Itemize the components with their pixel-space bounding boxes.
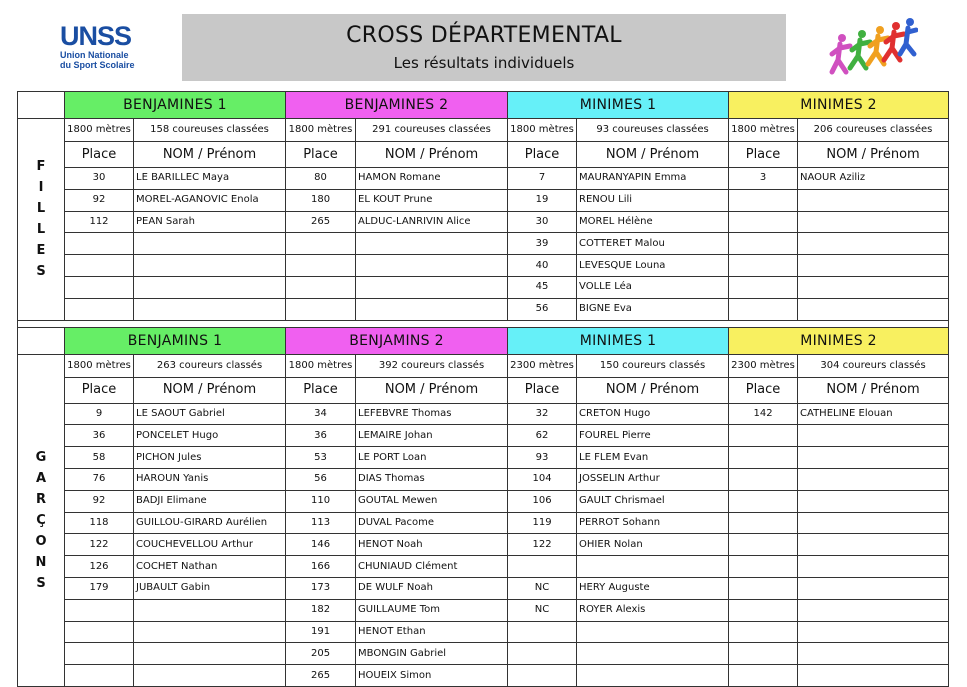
place-cell [65,298,134,320]
place-cell [729,276,798,298]
place-cell [65,643,134,665]
count-cell: 206 coureuses classées [798,119,949,142]
place-cell [729,621,798,643]
count-cell: 263 coureurs classés [134,354,286,377]
athlete-name-cell [798,643,949,665]
place-cell: 9 [65,403,134,425]
name-header: NOM / Prénom [577,377,729,403]
athlete-name-cell [356,255,508,277]
athlete-name-cell: LEVESQUE Louna [577,255,729,277]
place-cell [729,298,798,320]
place-cell: 56 [508,298,577,320]
athlete-name-cell: MOREL Hélène [577,211,729,233]
athlete-name-cell: NAOUR Aziliz [798,168,949,190]
athlete-name-cell: HAMON Romane [356,168,508,190]
place-cell [65,233,134,255]
athlete-name-cell: CRETON Hugo [577,403,729,425]
place-cell [65,621,134,643]
place-cell: 45 [508,276,577,298]
count-cell: 150 coureurs classés [577,354,729,377]
table-row [18,599,949,621]
place-cell: 166 [286,556,356,578]
category-header: MINIMES 2 [729,327,949,354]
logo-line-1: Union Nationale [60,50,129,60]
athlete-name-cell: PICHON Jules [134,447,286,469]
athlete-name-cell: DUVAL Pacome [356,512,508,534]
side-letter: G [35,449,47,465]
category-header: BENJAMINS 1 [65,327,286,354]
side-letter: R [35,491,46,507]
category-header: MINIMES 1 [508,92,729,119]
place-cell: 36 [65,425,134,447]
place-cell: 80 [286,168,356,190]
athlete-name-cell [798,189,949,211]
place-cell [65,255,134,277]
place-cell: 3 [729,168,798,190]
athlete-name-cell [134,643,286,665]
table-row [18,255,949,277]
athlete-name-cell: EL KOUT Prune [356,189,508,211]
athlete-name-cell [134,599,286,621]
place-cell [729,447,798,469]
logo-wordmark: UNSS [60,21,132,51]
place-cell: 179 [65,577,134,599]
category-row [18,327,949,354]
athlete-name-cell: HENOT Noah [356,534,508,556]
place-cell: 104 [508,468,577,490]
athlete-name-cell: COUCHEVELLOU Arthur [134,534,286,556]
place-cell [729,189,798,211]
side-letter: N [35,554,47,570]
place-cell [729,490,798,512]
unss-logo [60,22,150,70]
athlete-name-cell [356,233,508,255]
athlete-name-cell: HOUEIX Simon [356,665,508,687]
category-header: BENJAMINES 1 [65,92,286,119]
place-cell [508,556,577,578]
place-cell [65,276,134,298]
place-cell: 173 [286,577,356,599]
name-header: NOM / Prénom [356,142,508,168]
athlete-name-cell: COTTERET Malou [577,233,729,255]
table-row [18,621,949,643]
side-letter: Ç [36,512,46,528]
place-cell [286,233,356,255]
athlete-name-cell [798,512,949,534]
athlete-name-cell [798,425,949,447]
place-cell: 39 [508,233,577,255]
side-letter: S [36,575,46,591]
place-cell: 7 [508,168,577,190]
place-header: Place [65,142,134,168]
athlete-name-cell: LE SAOUT Gabriel [134,403,286,425]
place-cell [65,599,134,621]
table-row [18,643,949,665]
athlete-name-cell: LEFEBVRE Thomas [356,403,508,425]
info-row [18,354,949,377]
place-header: Place [286,377,356,403]
athlete-name-cell: CATHELINE Elouan [798,403,949,425]
table-row [18,425,949,447]
athlete-name-cell [798,211,949,233]
distance-cell: 1800 mètres [65,119,134,142]
place-cell [729,665,798,687]
count-cell: 158 coureuses classées [134,119,286,142]
athlete-name-cell: PONCELET Hugo [134,425,286,447]
place-cell: 122 [508,534,577,556]
place-cell: NC [508,599,577,621]
table-row [18,189,949,211]
distance-cell: 2300 mètres [729,354,798,377]
place-cell [729,255,798,277]
athlete-name-cell: GUILLOU-GIRARD Aurélien [134,512,286,534]
athlete-name-cell [134,276,286,298]
title-banner [182,14,786,81]
place-cell: 265 [286,665,356,687]
athlete-name-cell: OHIER Nolan [577,534,729,556]
place-cell [729,534,798,556]
athlete-name-cell [798,298,949,320]
athlete-name-cell [798,556,949,578]
section-side-label [18,354,65,686]
runners-logo-icon [828,16,918,82]
place-cell [508,621,577,643]
place-cell: 92 [65,189,134,211]
athlete-name-cell [798,276,949,298]
athlete-name-cell: ALDUC-LANRIVIN Alice [356,211,508,233]
place-cell: 119 [508,512,577,534]
distance-cell: 1800 mètres [65,354,134,377]
athlete-name-cell: DIAS Thomas [356,468,508,490]
place-cell [729,468,798,490]
place-cell [65,665,134,687]
side-letter: S [36,264,46,280]
place-cell: 62 [508,425,577,447]
place-cell: 56 [286,468,356,490]
place-header: Place [65,377,134,403]
distance-cell: 1800 mètres [729,119,798,142]
athlete-name-cell [356,298,508,320]
athlete-name-cell: LE BARILLEC Maya [134,168,286,190]
place-cell: 126 [65,556,134,578]
table-row [18,211,949,233]
athlete-name-cell [134,298,286,320]
athlete-name-cell [798,447,949,469]
athlete-name-cell: JUBAULT Gabin [134,577,286,599]
name-header: NOM / Prénom [356,377,508,403]
athlete-name-cell: HAROUN Yanis [134,468,286,490]
name-header: NOM / Prénom [577,142,729,168]
place-cell: 34 [286,403,356,425]
section-side-label [18,119,65,321]
corner-cell [18,327,65,354]
category-header: BENJAMINES 2 [286,92,508,119]
place-header: Place [729,142,798,168]
distance-cell: 2300 mètres [508,354,577,377]
place-cell: 112 [65,211,134,233]
separator-cell [18,320,949,327]
place-cell: 32 [508,403,577,425]
place-cell [729,512,798,534]
table-row [18,556,949,578]
place-cell: 92 [65,490,134,512]
athlete-name-cell: JOSSELIN Arthur [577,468,729,490]
place-cell [286,255,356,277]
place-header: Place [508,142,577,168]
side-letter: E [36,243,46,259]
place-cell: 118 [65,512,134,534]
place-cell: 122 [65,534,134,556]
category-row [18,92,949,119]
column-header-row [18,142,949,168]
place-cell: 58 [65,447,134,469]
place-cell [729,233,798,255]
count-cell: 304 coureurs classés [798,354,949,377]
place-cell: 19 [508,189,577,211]
table-row [18,512,949,534]
category-header: BENJAMINS 2 [286,327,508,354]
athlete-name-cell: GUILLAUME Tom [356,599,508,621]
name-header: NOM / Prénom [798,142,949,168]
place-cell [729,643,798,665]
athlete-name-cell [798,599,949,621]
athlete-name-cell [134,233,286,255]
athlete-name-cell: LE PORT Loan [356,447,508,469]
place-cell: 53 [286,447,356,469]
table-row [18,534,949,556]
athlete-name-cell: LE FLEM Evan [577,447,729,469]
athlete-name-cell: HENOT Ethan [356,621,508,643]
athlete-name-cell: COCHET Nathan [134,556,286,578]
table-row [18,665,949,687]
athlete-name-cell: FOUREL Pierre [577,425,729,447]
table-row [18,298,949,320]
table-row [18,468,949,490]
athlete-name-cell [798,233,949,255]
distance-cell: 1800 mètres [508,119,577,142]
place-cell [729,577,798,599]
place-header: Place [286,142,356,168]
results-table [17,91,949,687]
athlete-name-cell [577,643,729,665]
athlete-name-cell: DE WULF Noah [356,577,508,599]
side-letter: L [36,201,46,217]
place-cell: 30 [508,211,577,233]
place-cell: 191 [286,621,356,643]
place-cell: 182 [286,599,356,621]
place-cell: 110 [286,490,356,512]
name-header: NOM / Prénom [134,377,286,403]
side-letter: I [38,180,44,196]
table-row [18,490,949,512]
athlete-name-cell [134,255,286,277]
table-row [18,233,949,255]
count-cell: 291 coureuses classées [356,119,508,142]
place-cell [286,298,356,320]
place-cell [508,643,577,665]
athlete-name-cell: MBONGIN Gabriel [356,643,508,665]
place-cell: 146 [286,534,356,556]
athlete-name-cell [798,577,949,599]
side-letter: F [36,159,46,175]
column-header-row [18,377,949,403]
athlete-name-cell [134,665,286,687]
athlete-name-cell [356,276,508,298]
side-letter: A [35,470,47,486]
place-cell [729,556,798,578]
place-cell: 106 [508,490,577,512]
place-cell: 113 [286,512,356,534]
athlete-name-cell: GOUTAL Mewen [356,490,508,512]
page-subtitle: Les résultats individuels [393,54,575,72]
table-row [18,276,949,298]
athlete-name-cell: BIGNE Eva [577,298,729,320]
section-separator [18,320,949,327]
athlete-name-cell [798,468,949,490]
athlete-name-cell [577,621,729,643]
athlete-name-cell: RENOU Lili [577,189,729,211]
place-cell: 265 [286,211,356,233]
athlete-name-cell [134,621,286,643]
table-row [18,447,949,469]
athlete-name-cell [798,621,949,643]
place-header: Place [508,377,577,403]
name-header: NOM / Prénom [134,142,286,168]
place-cell [729,599,798,621]
athlete-name-cell: LEMAIRE Johan [356,425,508,447]
count-cell: 93 coureuses classées [577,119,729,142]
count-cell: 392 coureurs classés [356,354,508,377]
athlete-name-cell: ROYER Alexis [577,599,729,621]
logo-line-2: du Sport Scolaire [60,60,135,70]
athlete-name-cell: HERY Auguste [577,577,729,599]
athlete-name-cell [577,665,729,687]
place-cell [286,276,356,298]
athlete-name-cell: PERROT Sohann [577,512,729,534]
athlete-name-cell [798,665,949,687]
athlete-name-cell [798,534,949,556]
athlete-name-cell: MAURANYAPIN Emma [577,168,729,190]
athlete-name-cell: BADJI Elimane [134,490,286,512]
place-cell: 180 [286,189,356,211]
athlete-name-cell: GAULT Chrismael [577,490,729,512]
distance-cell: 1800 mètres [286,354,356,377]
side-letter: O [35,533,47,549]
place-cell: 142 [729,403,798,425]
page-title: CROSS DÉPARTEMENTAL [346,23,622,48]
place-cell: 40 [508,255,577,277]
place-cell: 93 [508,447,577,469]
place-cell [729,425,798,447]
place-cell: 36 [286,425,356,447]
athlete-name-cell: VOLLE Léa [577,276,729,298]
name-header: NOM / Prénom [798,377,949,403]
category-header: MINIMES 2 [729,92,949,119]
table-row [18,577,949,599]
category-header: MINIMES 1 [508,327,729,354]
athlete-name-cell [577,556,729,578]
place-cell: 30 [65,168,134,190]
athlete-name-cell: MOREL-AGANOVIC Enola [134,189,286,211]
table-row [18,168,949,190]
place-cell [508,665,577,687]
athlete-name-cell [798,255,949,277]
athlete-name-cell: CHUNIAUD Clément [356,556,508,578]
place-cell [729,211,798,233]
athlete-name-cell: PEAN Sarah [134,211,286,233]
side-letter: L [36,222,46,238]
athlete-name-cell [798,490,949,512]
place-cell: 205 [286,643,356,665]
info-row [18,119,949,142]
place-cell: 76 [65,468,134,490]
corner-cell [18,92,65,119]
place-header: Place [729,377,798,403]
table-row [18,403,949,425]
distance-cell: 1800 mètres [286,119,356,142]
place-cell: NC [508,577,577,599]
